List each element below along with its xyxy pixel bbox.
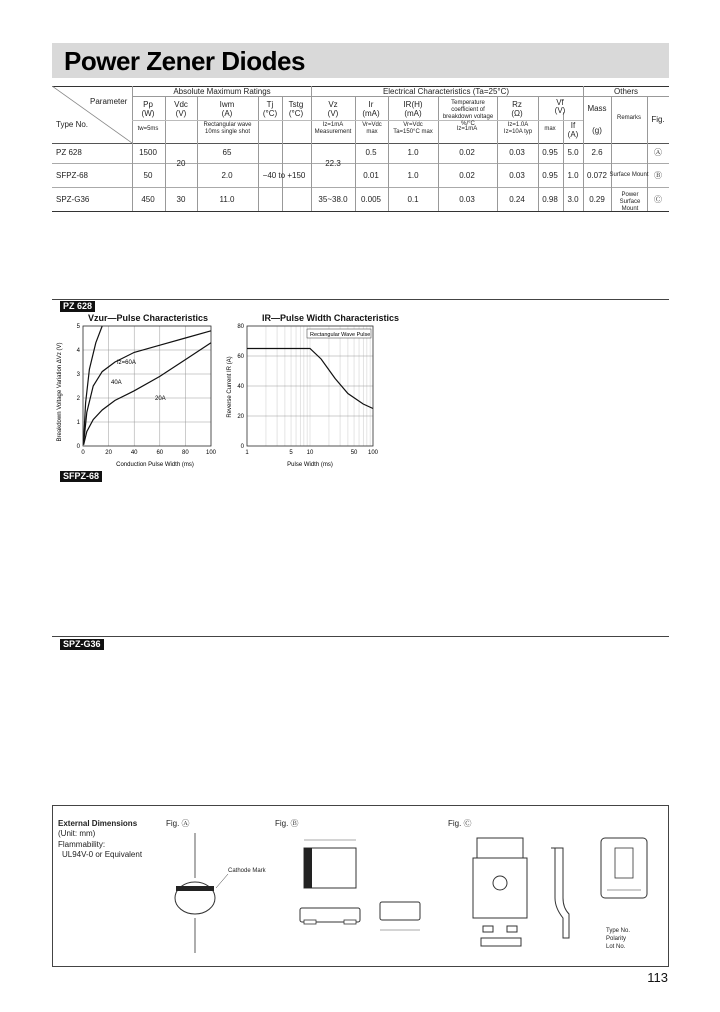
sub-iwm: Rectangular wave 10ms single shot xyxy=(203,122,252,135)
cell-irh: 1.0 xyxy=(407,171,419,180)
col-pp: Pp xyxy=(143,100,153,109)
diag-parameter-label: Parameter xyxy=(90,97,128,106)
shared-tj-tstg: −40 to +150 xyxy=(262,171,306,180)
cell-tc: 0.02 xyxy=(459,148,475,157)
chart1-xlabel: Conduction Pulse Width (ms) xyxy=(116,462,194,468)
ext-unit: (Unit: mm) xyxy=(58,829,96,838)
fig-b-label: Fig. Ⓑ xyxy=(275,819,299,828)
fig-b-drawing xyxy=(280,830,430,945)
col-vz-unit: (V) xyxy=(327,109,339,118)
fig-c-label: Fig. Ⓒ xyxy=(448,819,472,828)
sub-pp: tw=5ms xyxy=(137,126,159,132)
col-iwm-unit: (A) xyxy=(221,109,233,118)
cell-tc: 0.03 xyxy=(459,195,475,204)
chart1-ytick: 1 xyxy=(76,420,80,426)
chart2-legend-text: Rectangular Wave Pulse xyxy=(310,332,371,338)
chart2-xlabel: Pulse Width (ms) xyxy=(287,462,333,468)
cell-vf: 0.98 xyxy=(542,195,558,204)
diagonal-header-line xyxy=(52,86,132,143)
chart2-ytick: 40 xyxy=(237,384,244,390)
cell-vdc: 30 xyxy=(176,195,186,204)
cell-iwm: 65 xyxy=(222,148,232,157)
cell-iwm: 2.0 xyxy=(221,171,233,180)
col-vdc: Vdc xyxy=(174,100,188,109)
ext-flammability: Flammability: xyxy=(58,840,106,849)
ext-flammability-value: UL94V-0 or Equivalent xyxy=(62,850,143,859)
col-rz: Rz xyxy=(512,100,522,109)
chart1-series-line xyxy=(84,331,211,444)
chart2-title: IR—Pulse Width Characteristics xyxy=(262,313,399,323)
col-tstg-unit: (°C) xyxy=(288,109,304,118)
cell-vz: 35~38.0 xyxy=(318,195,348,204)
col-tj-unit: (°C) xyxy=(262,109,278,118)
chart2-xtick: 100 xyxy=(367,450,379,456)
col-fig: Fig. xyxy=(651,115,665,124)
fig-a-drawing xyxy=(150,828,270,958)
sub-if-unit: (A) xyxy=(567,130,579,139)
cell-type: SFPZ-68 xyxy=(56,171,89,180)
cell-mass: 2.6 xyxy=(591,148,603,157)
chart1-ytick: 5 xyxy=(76,324,80,330)
cell-tc: 0.02 xyxy=(459,171,475,180)
col-remarks: Remarks xyxy=(616,115,642,121)
sub-ir: Vr=Vdc max xyxy=(362,122,382,135)
chart2-ytick: 20 xyxy=(237,414,244,420)
cell-rz: 0.24 xyxy=(509,195,525,204)
chart1-annotation: Iz=60A xyxy=(117,360,136,366)
chart1-xtick: 60 xyxy=(156,450,164,456)
cell-if: 5.0 xyxy=(567,148,579,157)
col-vf: Vf xyxy=(556,98,564,107)
cathode-mark-label: Cathode Mark xyxy=(228,868,266,874)
chart2-xtick: 10 xyxy=(306,450,314,456)
cell-pp: 1500 xyxy=(139,148,157,157)
cell-ir: 0.01 xyxy=(363,171,379,180)
sub-mass: (g) xyxy=(592,126,602,135)
chart1-xtick: 80 xyxy=(182,450,189,456)
col-iwm: Iwm xyxy=(219,100,235,109)
cell-ir: 0.005 xyxy=(360,195,382,204)
cell-if: 3.0 xyxy=(567,195,579,204)
cell-iwm: 11.0 xyxy=(219,195,235,204)
section-rule xyxy=(52,636,669,637)
col-pp-unit: (W) xyxy=(141,109,155,118)
section-label-pz628: PZ 628 xyxy=(60,301,95,312)
col-vz: Vz xyxy=(328,100,338,109)
cell-ir: 0.5 xyxy=(365,148,377,157)
cell-fig: Ⓑ xyxy=(654,171,662,180)
chart2-ytick: 0 xyxy=(240,444,244,450)
chart2-ytick: 80 xyxy=(237,324,244,330)
sub-irh: Vr=Vdc Ta=150°C max xyxy=(393,122,433,135)
shared-vz: 22.3 xyxy=(325,159,341,168)
cell-type: SPZ-G36 xyxy=(56,195,90,204)
cell-rz: 0.03 xyxy=(509,148,525,157)
cell-mass: 0.29 xyxy=(589,195,605,204)
chart1-frame xyxy=(83,326,211,446)
col-mass: Mass xyxy=(587,104,607,113)
chart1-annotation: 20A xyxy=(155,396,166,402)
section-rule xyxy=(52,299,669,300)
group-abs-max: Absolute Maximum Ratings xyxy=(173,87,271,96)
sub-if: If xyxy=(570,121,576,130)
fig-c-drawing xyxy=(455,828,665,958)
cell-type: PZ 628 xyxy=(56,148,82,157)
chart1-ytick: 3 xyxy=(76,372,80,378)
cell-fig: Ⓐ xyxy=(654,148,662,157)
polarity-label: Polarity xyxy=(606,936,627,942)
chart1-ylabel: Breakdown Voltage Variation ΔVz (V) xyxy=(57,342,63,442)
cell-remarks: Power Surface Mount xyxy=(619,192,641,212)
chart2-xtick: 1 xyxy=(245,450,249,456)
chart1-ytick: 4 xyxy=(76,348,80,354)
chart2-ylabel: Reverse Current IR (A) xyxy=(227,356,233,418)
cell-pp: 450 xyxy=(141,195,155,204)
cell-pp: 50 xyxy=(143,171,153,180)
chart1-series-line xyxy=(84,343,211,445)
col-rz-unit: (Ω) xyxy=(511,109,523,118)
chart1-annotation: 40A xyxy=(111,380,122,386)
chart1-xtick: 20 xyxy=(105,450,112,456)
cell-mass: 0.072 xyxy=(586,171,608,180)
chart1-ytick: 2 xyxy=(76,396,80,402)
cell-vf: 0.95 xyxy=(542,148,558,157)
cell-if: 1.0 xyxy=(567,171,579,180)
cell-irh: 1.0 xyxy=(407,148,419,157)
sub-tc: Iz=1mA xyxy=(456,126,478,132)
chart1-ytick: 0 xyxy=(76,444,80,450)
cell-irh: 0.1 xyxy=(407,195,419,204)
group-others: Others xyxy=(613,87,639,96)
col-tstg: Tstg xyxy=(288,100,304,109)
fig-a-label: Fig. Ⓐ xyxy=(166,819,190,828)
diag-type-label: Type No. xyxy=(56,120,89,129)
chart1-series-line xyxy=(84,326,103,441)
ext-title: External Dimensions xyxy=(58,819,138,828)
cell-fig: Ⓒ xyxy=(654,195,662,204)
lot-no-label: Lot No. xyxy=(606,944,626,950)
col-vdc-unit: (V) xyxy=(175,109,187,118)
cell-rz: 0.03 xyxy=(509,171,525,180)
cell-remarks: Surface Mount xyxy=(609,172,649,178)
group-electrical: Electrical Characteristics (Ta=25°C) xyxy=(382,87,510,96)
chart2-xtick: 50 xyxy=(350,450,358,456)
page-number: 113 xyxy=(647,970,668,985)
chart1-xtick: 100 xyxy=(205,450,217,456)
section-label-spzg36: SPZ-G36 xyxy=(60,639,104,650)
shared-vdc: 20 xyxy=(176,159,186,168)
col-irh-unit: (mA) xyxy=(404,109,422,118)
col-ir-unit: (mA) xyxy=(362,109,380,118)
chart2-xtick: 5 xyxy=(289,450,293,456)
section-label-sfpz68: SFPZ-68 xyxy=(60,471,102,482)
type-no-label: Type No. xyxy=(606,928,631,934)
sub-vf-max: max xyxy=(544,126,556,132)
col-vf-unit: (V) xyxy=(554,106,566,115)
cathode-band xyxy=(176,886,214,891)
chart1-xtick: 0 xyxy=(81,450,85,456)
col-ir: Ir xyxy=(368,100,374,109)
sub-rz: Iz=1.0A Iz=10A typ xyxy=(503,122,533,135)
col-irh: IR(H) xyxy=(403,100,423,109)
page-title: Power Zener Diodes xyxy=(64,46,305,76)
chart2-ytick: 60 xyxy=(237,354,244,360)
col-temp-coeff: Temperature coefficient of breakdown voltage %/°C xyxy=(442,100,494,127)
sub-vz: Iz=1mA Measurement xyxy=(314,122,352,135)
chart1-title: Vzur—Pulse Characteristics xyxy=(88,313,209,323)
chart2 xyxy=(225,322,385,472)
chart1-xtick: 40 xyxy=(130,450,138,456)
chart1 xyxy=(55,322,225,474)
cell-vf: 0.95 xyxy=(542,171,558,180)
col-tj: Tj xyxy=(266,100,274,109)
